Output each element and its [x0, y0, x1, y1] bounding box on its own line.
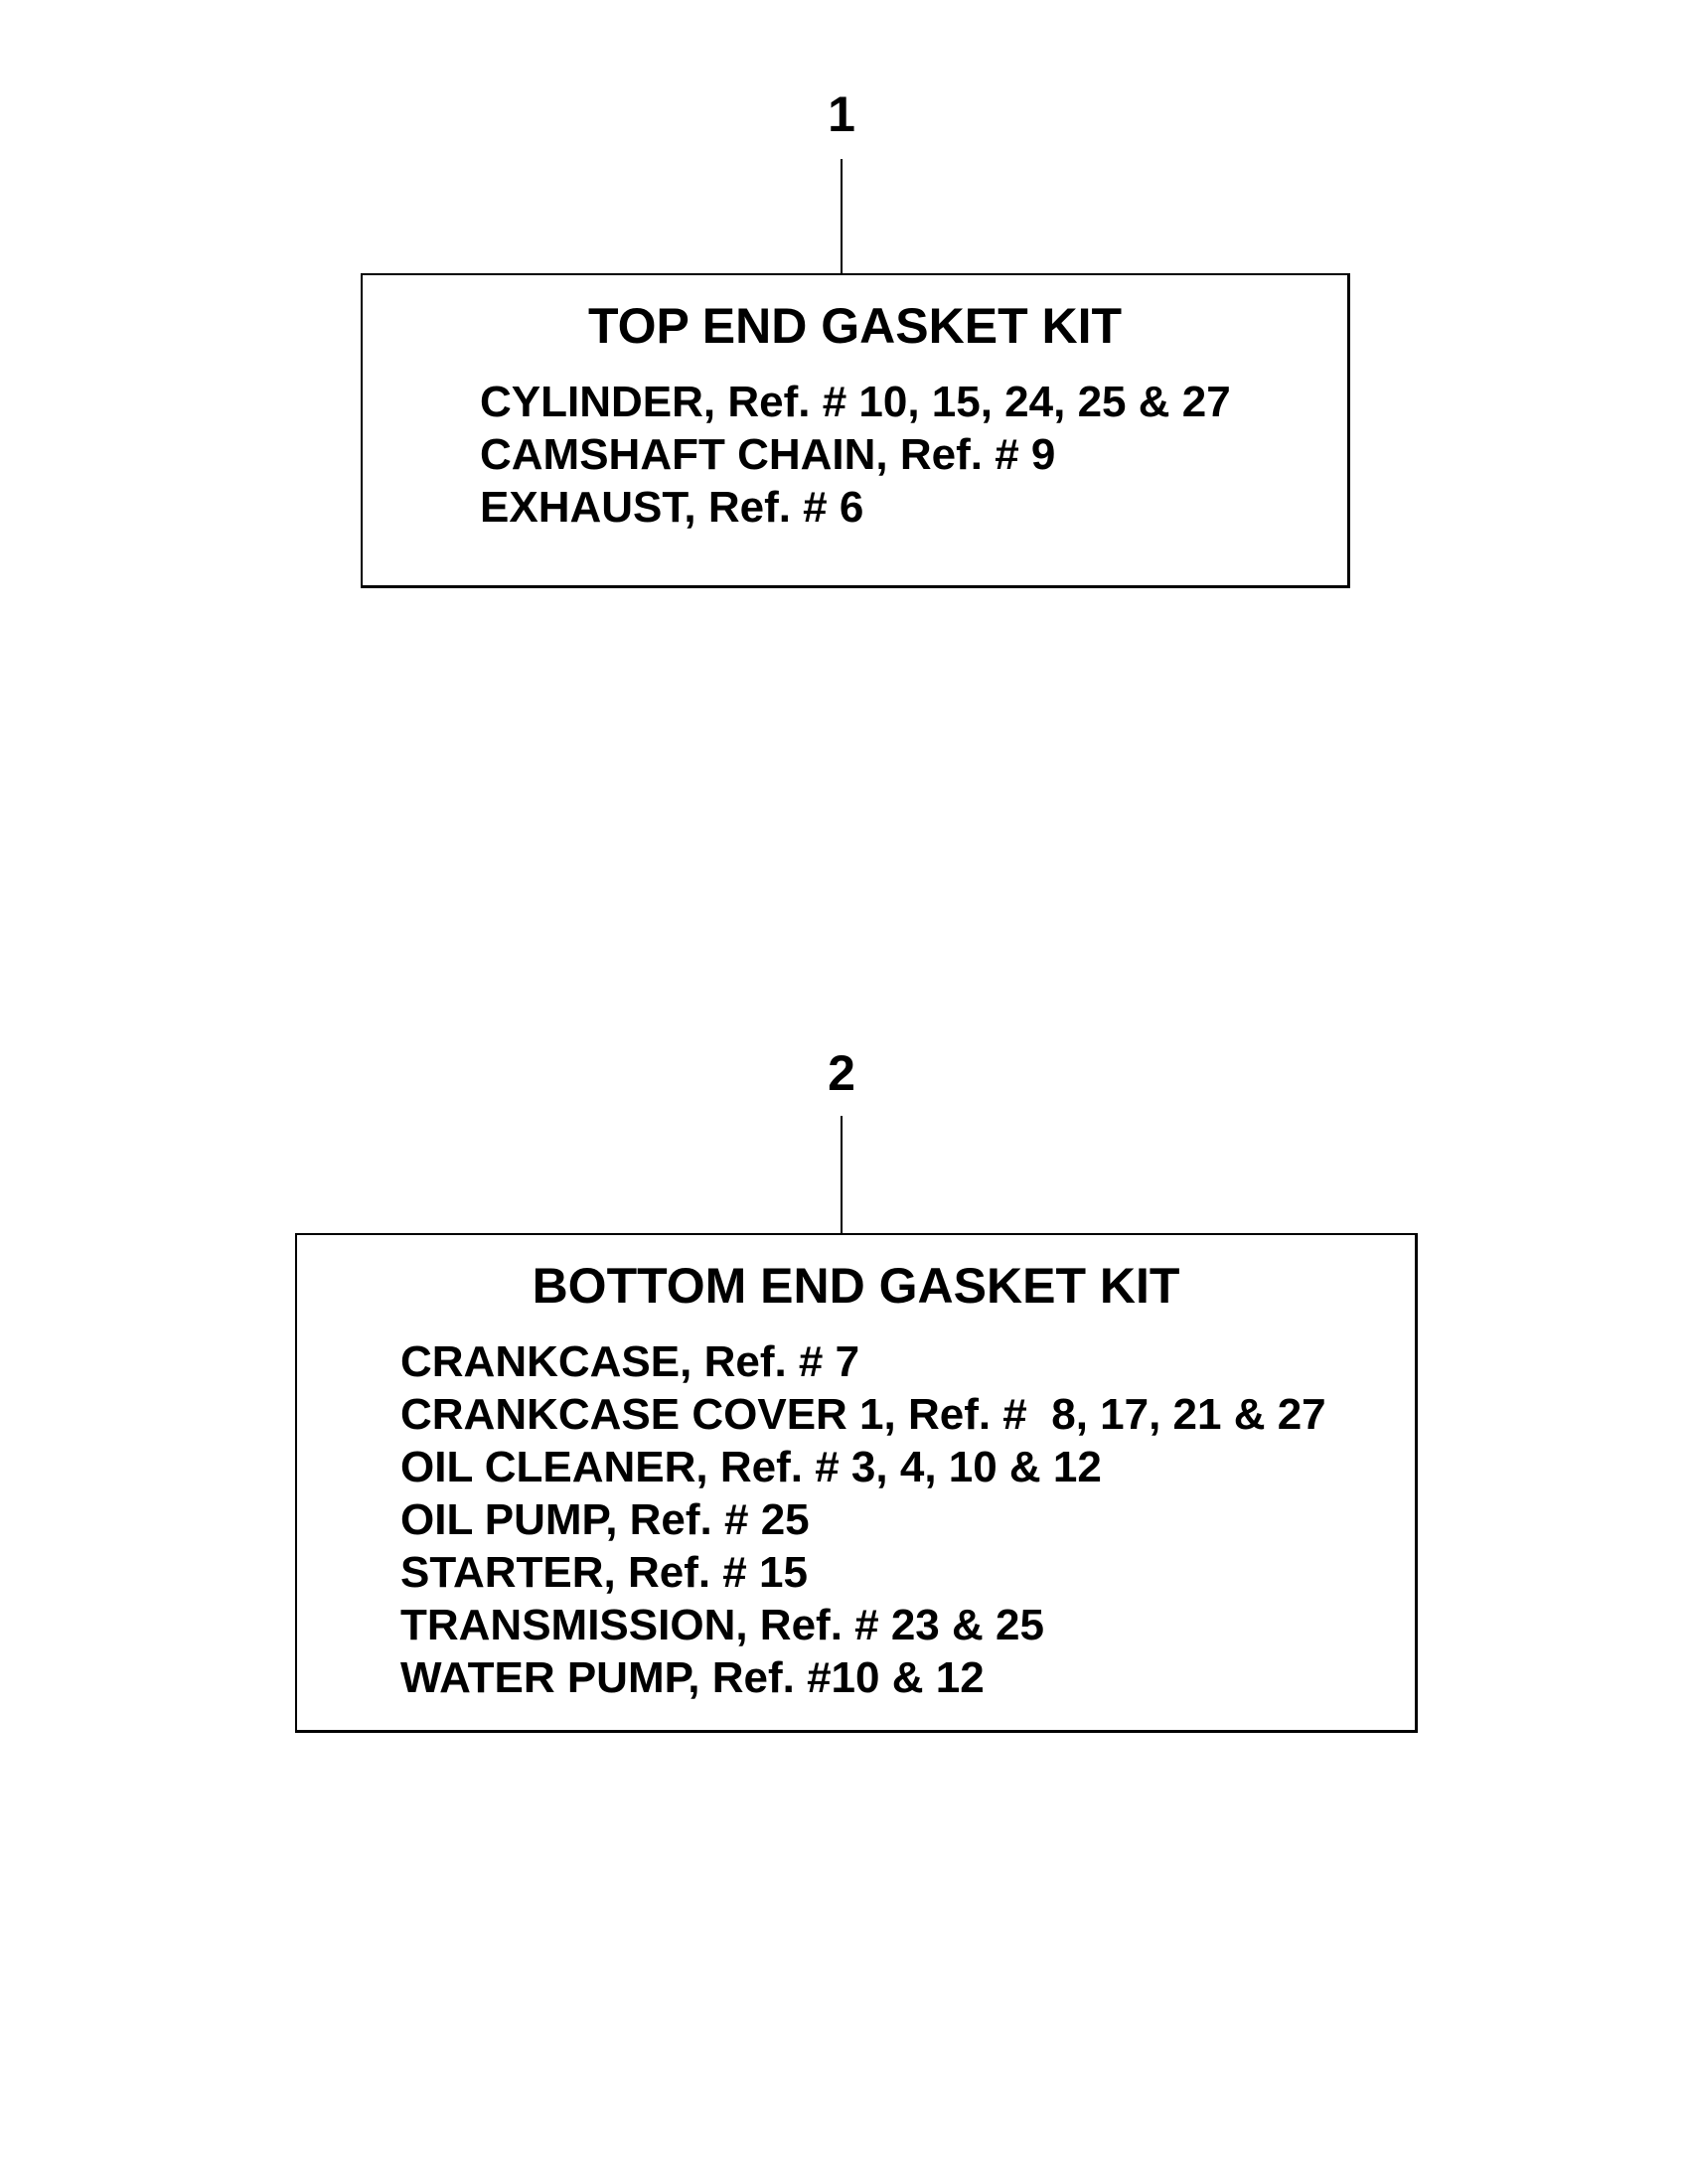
top-end-gasket-kit-box — [361, 273, 1350, 588]
kit-item: CRANKCASE COVER 1, Ref. # 8, 17, 21 & 27 — [400, 1390, 1326, 1439]
kit-item: WATER PUMP, Ref. #10 & 12 — [400, 1653, 985, 1702]
kit-item: CAMSHAFT CHAIN, Ref. # 9 — [480, 430, 1056, 479]
kit-item: STARTER, Ref. # 15 — [400, 1548, 808, 1597]
callout-1-leader-line — [841, 159, 843, 275]
kit-item: OIL PUMP, Ref. # 25 — [400, 1495, 810, 1544]
kit-item: CYLINDER, Ref. # 10, 15, 24, 25 & 27 — [480, 378, 1231, 426]
kit-item: TRANSMISSION, Ref. # 23 & 25 — [400, 1601, 1044, 1649]
bottom-end-gasket-kit-title: BOTTOM END GASKET KIT — [532, 1258, 1180, 1314]
callout-2-leader-line — [841, 1116, 843, 1235]
kit-item: EXHAUST, Ref. # 6 — [480, 483, 864, 532]
top-end-gasket-kit-items — [363, 376, 1347, 534]
kit-item: CRANKCASE, Ref. # 7 — [400, 1337, 860, 1386]
bottom-end-gasket-kit-items — [297, 1335, 1415, 1704]
kit-item: OIL CLEANER, Ref. # 3, 4, 10 & 12 — [400, 1443, 1102, 1491]
callout-2-number: 2 — [828, 1045, 855, 1101]
bottom-end-gasket-kit-box — [295, 1233, 1418, 1733]
top-end-gasket-kit-title: TOP END GASKET KIT — [587, 298, 1123, 354]
callout-1-number: 1 — [828, 86, 855, 142]
